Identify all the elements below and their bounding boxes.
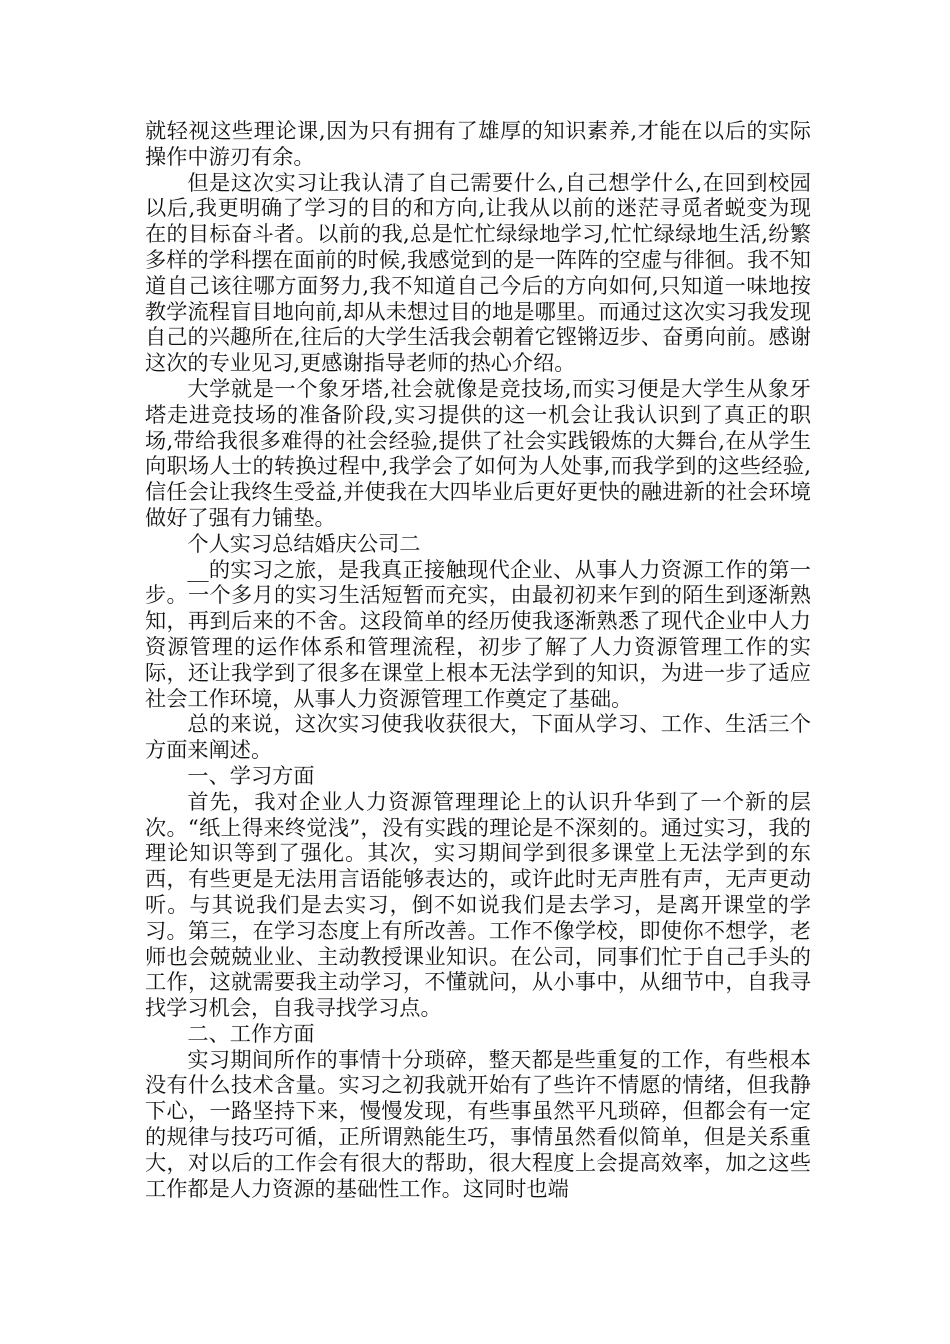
paragraph-study: 首先，我对企业人力资源管理理论上的认识升华到了一个新的层次。“纸上得来终觉浅”，没有实践的理论是不深刻的。通过实习，我的理论知识等到了强化。其次，实习期间学到很多课堂上无法学到的东西，有些更是无法用言语能够表达的，或许此时无声胜有声，无声更动听。与其说我们是去实习，倒不如说我们是去学习，是离开课堂的学习。第三，在学习态度上有所改善。工作不像学校，即使你不想学，老师也会兢兢业业、主动教授课业知识。在公司，同事们忙于自己手头的工作，这就需要我主动学习，不懂就问，从小事中，从细节中，自我寻找学习机会，自我寻找学习点。: [145, 788, 811, 1021]
paragraph-reflection: 但是这次实习让我认清了自己需要什么,自己想学什么,在回到校园以后,我更明确了学习的目的和方向,让我从以前的迷茫寻觅者蜕变为现在的目标奋斗者。以前的我,总是忙忙绿绿地学习,忙忙绿绿地生活,纷繁多样的学科摆在面前的时候,我感觉到的是一阵阵的空虚与徘徊。我不知道自己该往哪方面努力,我不知道自己今后的方向如何,只知道一味地按教学流程盲目地向前,却从未想过目的地是哪里。而通过这次实习我发现自己的兴趣所在,往后的大学生活我会朝着它铿锵迈步、奋勇向前。感谢这次的专业见习,更感谢指导老师的热心介绍。: [145, 169, 811, 376]
paragraph-internship-journey: __的实习之旅，是我真正接触现代企业、从事人力资源工作的第一步。一个多月的实习生活短暂而充实，由最初初来乍到的陌生到逐渐熟知，再到后来的不舍。这段简单的经历使我逐渐熟悉了现代企业中人力资源管理的运作体系和管理流程，初步了解了人力资源管理工作的实际，还让我学到了很多在课堂上根本无法学到的知识，为进一步了适应社会工作环境，从事人力资源管理工作奠定了基础。: [145, 556, 811, 711]
heading-work: 二、工作方面: [187, 1020, 315, 1046]
paragraph-work: 实习期间所作的事情十分琐碎，整天都是些重复的工作，有些根本没有什么技术含量。实习之初我就开始有了些许不情愿的情绪，但我静下心，一路坚持下来，慢慢发现，有些事虽然平凡琐碎，但都会有一定的规律与技巧可循，正所谓熟能生巧，事情虽然看似简单，但是关系重大，对以后的工作会有很大的帮助，很大程度上会提高效率，加之这些工作都是人力资源的基础性工作。这同时也端: [145, 1046, 811, 1201]
document-body: [145, 118, 811, 1201]
heading-study: 一、学习方面: [187, 762, 315, 788]
section-title-summary-two: 个人实习总结婚庆公司二: [187, 530, 421, 556]
paragraph-continuation: 就轻视这些理论课,因为只有拥有了雄厚的知识素养,才能在以后的实际操作中游刃有余。: [145, 118, 811, 169]
paragraph-overview: 总的来说，这次实习使我收获很大，下面从学习、工作、生活三个方面来阐述。: [145, 711, 811, 763]
paragraph-university-ivory-tower: 大学就是一个象牙塔,社会就像是竞技场,而实习便是大学生从象牙塔走进竞技场的准备阶段,实习提供的这一机会让我认识到了真正的职场,带给我很多难得的社会经验,提供了社会实践锻炼的大舞台,在从学生向职场人士的转换过程中,我学会了如何为人处事,而我学到的这些经验,信任会让我终生受益,并使我在大四毕业后更好更快的融进新的社会环境做好了强有力铺垫。: [145, 375, 811, 530]
